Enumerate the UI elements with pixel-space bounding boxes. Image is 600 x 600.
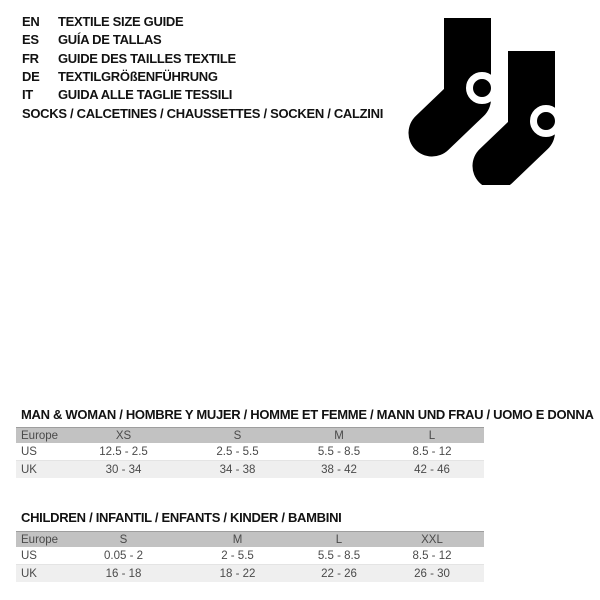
size-value: 26 - 30 [380,565,484,583]
table-title-man-woman: MAN & WOMAN / HOMBRE Y MUJER / HOMME ET FEMME / MANN UND FRAU / UOMO E DONNA [21,407,594,422]
table-row-uk [16,565,484,583]
language-guide-title: GUÍA DE TALLAS [58,32,162,48]
sock-front [496,51,559,166]
column-header-size: M [177,532,298,548]
size-value: 38 - 42 [298,461,380,479]
column-header-europe: Europe [16,532,70,548]
language-code: ES [22,32,39,48]
language-guide-list [22,13,236,104]
language-row-es [22,31,236,49]
language-guide-title: TEXTILE SIZE GUIDE [58,14,184,29]
size-value: 30 - 34 [70,461,177,479]
size-value: 18 - 22 [177,565,298,583]
region-label: UK [16,565,70,583]
column-header-size: L [298,532,380,548]
column-header-europe: Europe [16,428,70,444]
column-header-size: M [298,428,380,444]
size-value: 5.5 - 8.5 [298,547,380,565]
column-header-size: XS [70,428,177,444]
size-table-children [16,531,484,582]
language-code: FR [22,50,39,66]
column-header-size: S [70,532,177,548]
region-label: UK [16,461,70,479]
size-value: 2 - 5.5 [177,547,298,565]
size-value: 2.5 - 5.5 [177,443,298,461]
size-value: 34 - 38 [177,461,298,479]
size-table-man-woman [16,427,484,478]
language-code: EN [22,14,40,29]
column-header-size: XXL [380,532,484,548]
size-value: 8.5 - 12 [380,547,484,565]
table-row-us [16,443,484,461]
language-row-en [22,13,236,31]
socks-icon [405,5,585,185]
language-code: IT [22,87,33,103]
table-row-uk [16,461,484,479]
region-label: US [16,443,70,461]
product-category-line: SOCKS / CALCETINES / CHAUSSETTES / SOCKEN / CALZINI [22,106,384,121]
table-header-row [16,532,484,548]
column-header-size: S [177,428,298,444]
size-value: 22 - 26 [298,565,380,583]
language-row-de [22,68,236,86]
region-label: US [16,547,70,565]
size-value: 0.05 - 2 [70,547,177,565]
column-header-size: L [380,428,484,444]
table-title-children: CHILDREN / INFANTIL / ENFANTS / KINDER / BAMBINI [21,510,342,525]
size-value: 12.5 - 2.5 [70,443,177,461]
language-guide-title: GUIDE DES TAILLES TEXTILE [58,50,236,66]
size-value: 16 - 18 [70,565,177,583]
size-value: 42 - 46 [380,461,484,479]
language-row-fr [22,50,236,68]
size-value: 8.5 - 12 [380,443,484,461]
language-code: DE [22,68,40,84]
language-guide-title: TEXTILGRÖßENFÜHRUNG [58,68,218,84]
language-row-it [22,86,236,104]
size-value: 5.5 - 8.5 [298,443,380,461]
table-row-us [16,547,484,565]
table-header-row [16,428,484,444]
sock-back [432,18,495,133]
language-guide-title: GUIDA ALLE TAGLIE TESSILI [58,87,233,103]
